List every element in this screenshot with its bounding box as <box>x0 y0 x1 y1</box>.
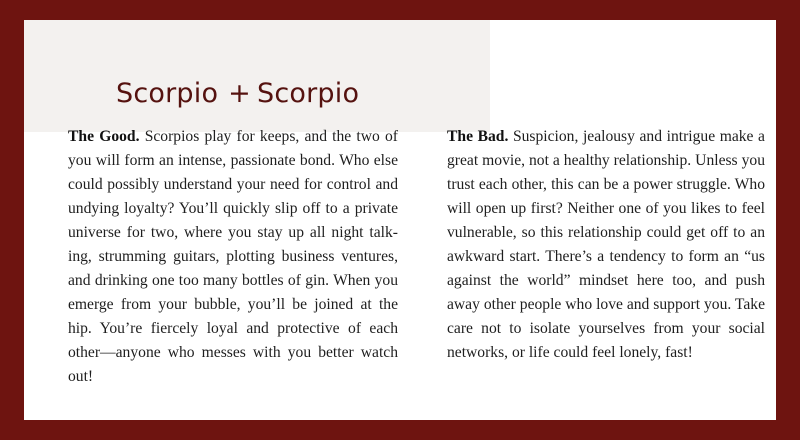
title-sign-right: Scorpio <box>257 78 360 109</box>
good-heading: The Good. <box>68 128 140 145</box>
bad-section <box>447 125 765 365</box>
page-content <box>24 20 776 420</box>
bad-text: Suspicion, jealousy and intrigue make a great movie, not a healthy relationship. Unless you trust each other, this can be a power struggle. Who will open up first? Neither one of you likes to feel vulnerable, so this relationship could get off to an awkward start. There’s a tendency to form an “us against the world” mindset here too, and push away other people who love and support you. Take care not to isolate yourselves from your social networks, or life could feel lonely, fast! <box>447 128 765 361</box>
title-band <box>24 20 490 132</box>
page-title <box>116 78 359 109</box>
good-section <box>68 125 398 389</box>
title-plus: + <box>228 78 251 109</box>
good-text: Scorpios play for keeps, and the two of you will form an intense, passionate bond. Who else could possibly understand your need for control and undying loyalty? You’ll quickly slip off to a private universe for two, where you stay up all night talking, strumming guitars, plotting business ventures, and drinking one too many bottles of gin. When you emerge from your bubble, you’ll be joined at the hip. You’re fiercely loyal and protective of each other—anyone who messes with you better watch out! <box>68 128 398 385</box>
bad-heading: The Bad. <box>447 128 509 145</box>
title-sign-left: Scorpio <box>116 78 219 109</box>
